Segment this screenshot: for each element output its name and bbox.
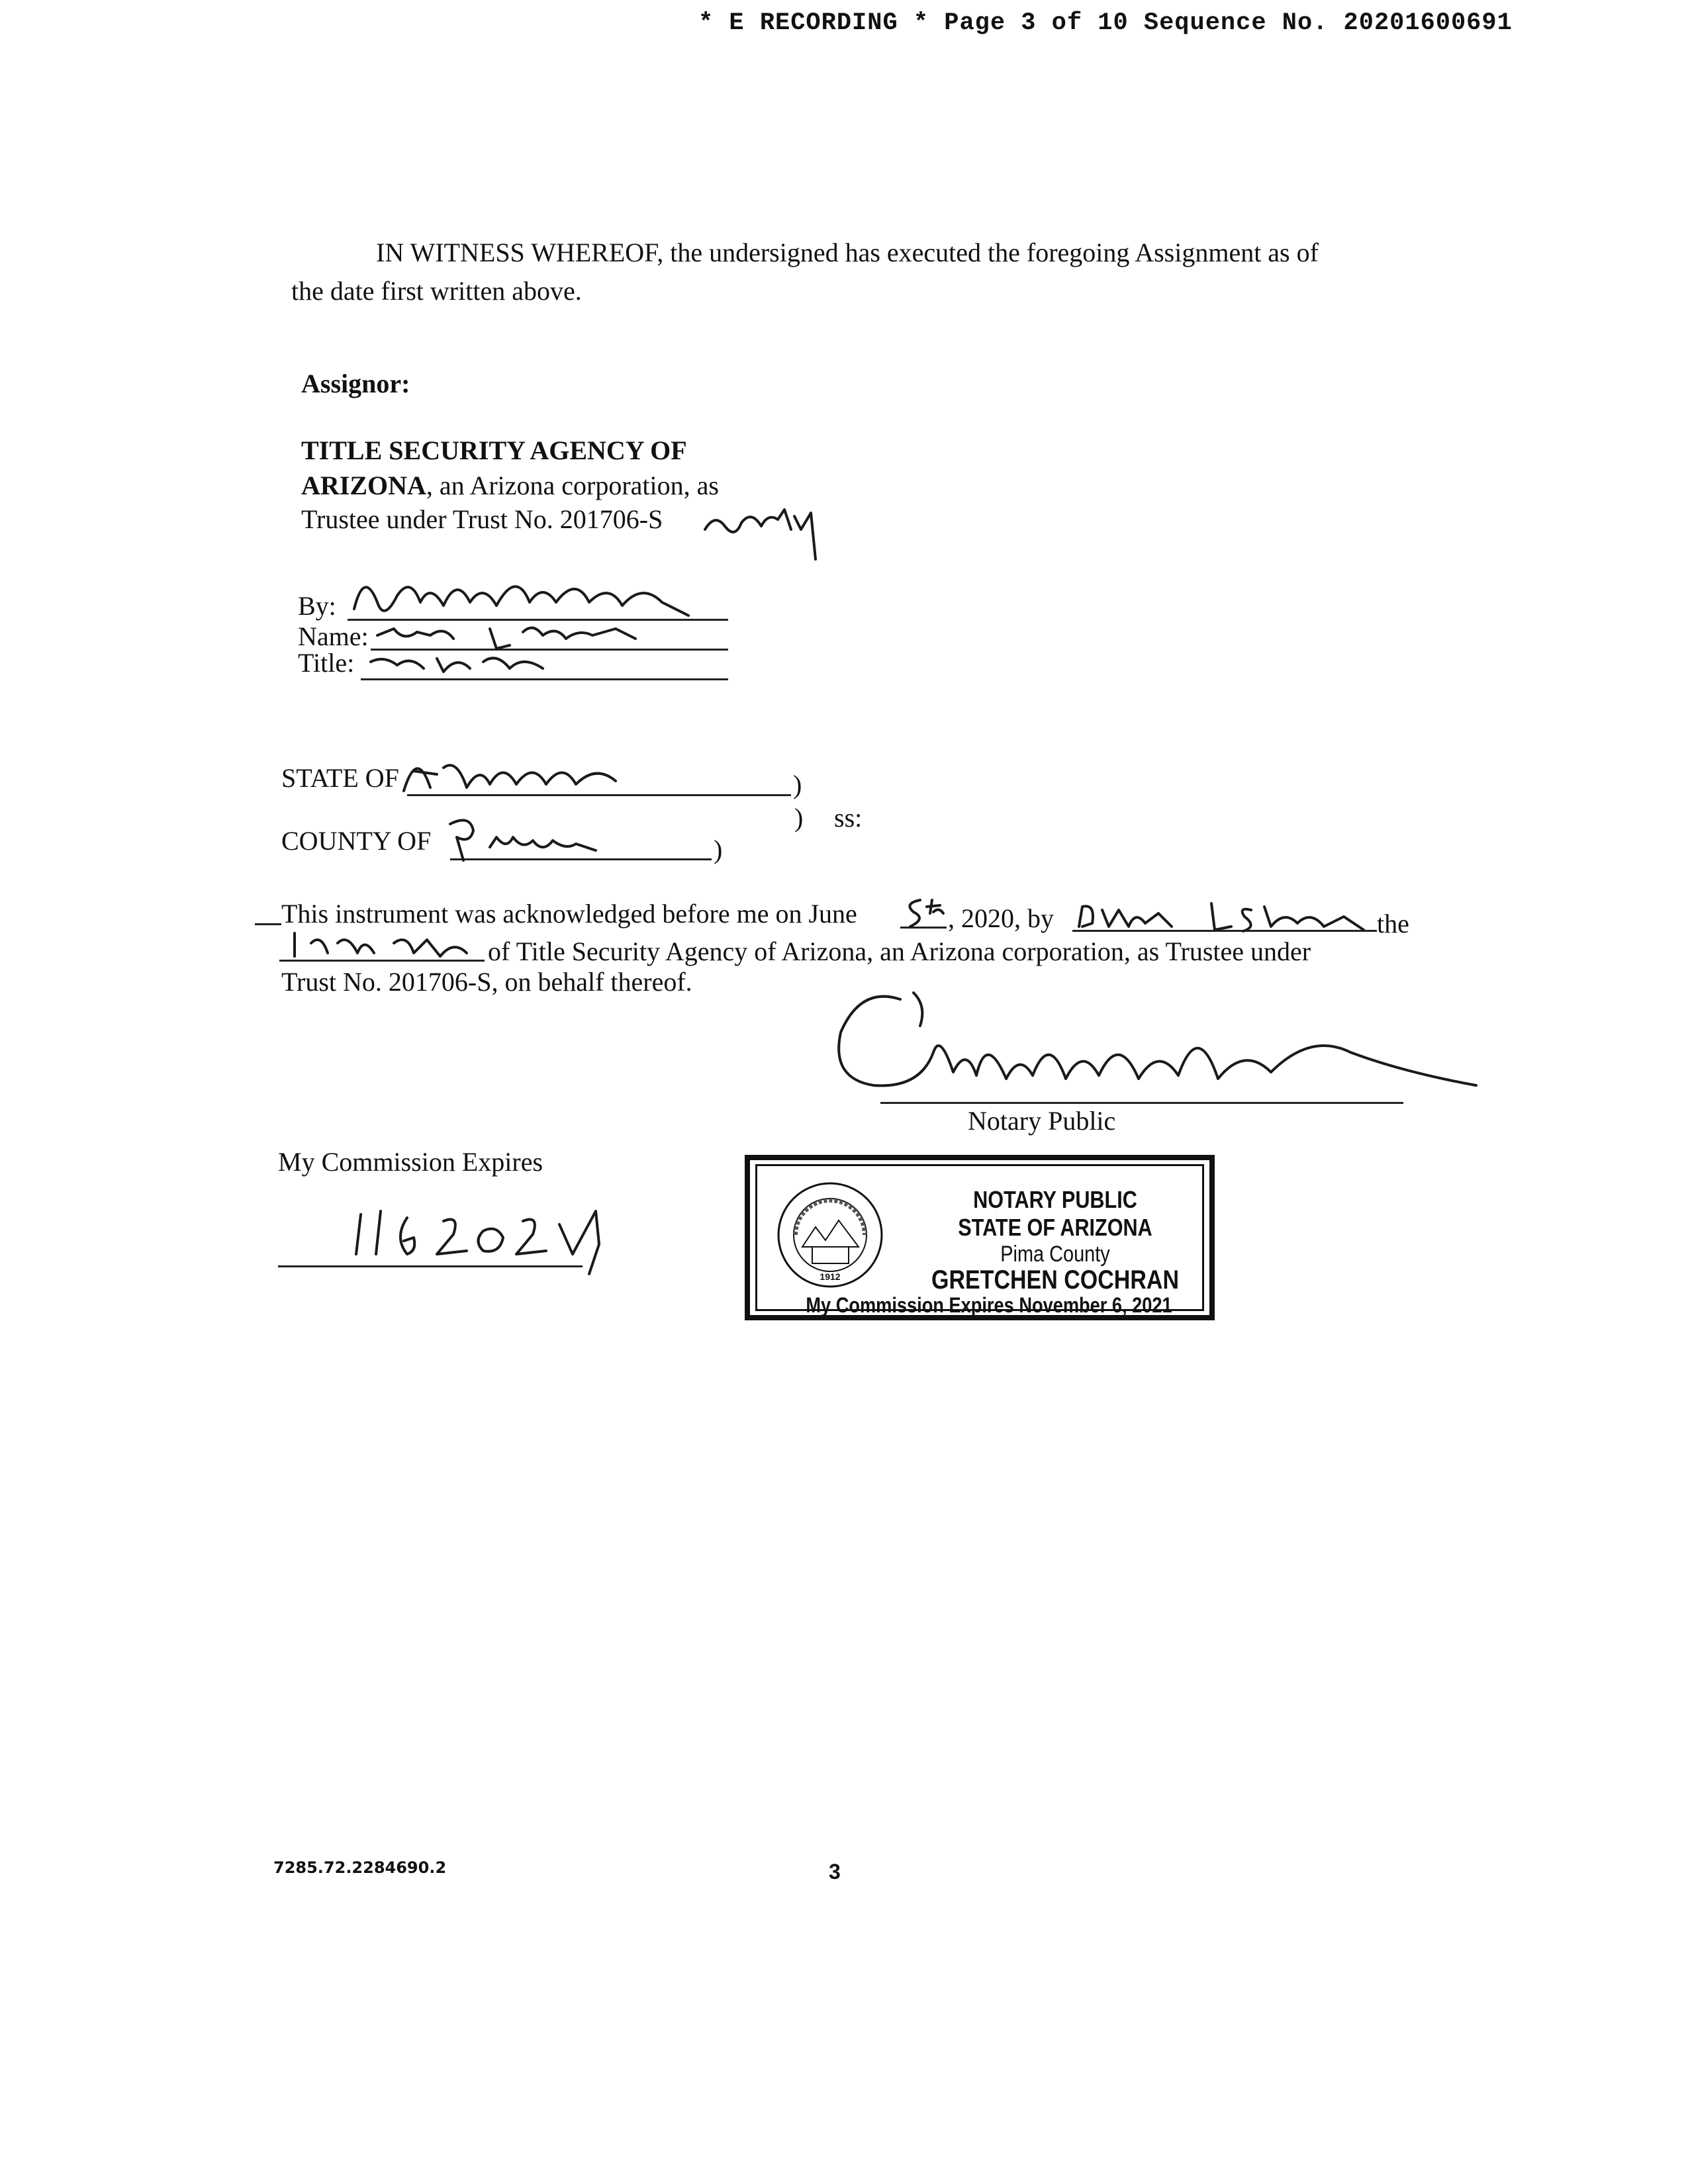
stamp-line-2: STATE OF ARIZONA (958, 1214, 1152, 1241)
assignor-name-rest: , an Arizona corporation, as (426, 471, 719, 500)
ack-line-1c: the (1377, 909, 1409, 938)
ack-left-mark (255, 923, 281, 925)
title-label: Title: (298, 648, 355, 678)
name-label: Name: (298, 621, 369, 651)
ack-day-handwriting (900, 893, 953, 933)
commission-date-line (278, 1265, 583, 1267)
witness-line-1: IN WITNESS WHEREOF, the undersigned has executed the foregoing Assignment as of (376, 238, 1319, 267)
state-handwriting (397, 741, 635, 801)
ack-line-2: of Title Security Agency of Arizona, an Arizona corporation, as Trustee under (488, 936, 1311, 966)
county-bracket: ) (714, 835, 723, 864)
ack-title-handwriting (281, 923, 487, 963)
ss-bracket: ) (794, 803, 804, 833)
ack-line-1b: , 2020, by (948, 903, 1054, 933)
commission-date-handwriting (344, 1191, 635, 1277)
ss-label: ss: (834, 803, 863, 833)
handwritten-only-annotation (702, 500, 821, 566)
state-of-label: STATE OF (281, 763, 399, 793)
stamp-line-3: Pima County (1000, 1242, 1110, 1267)
stamp-line-5: My Commission Expires November 6, 2021 (806, 1293, 1172, 1317)
document-id: 7285.72.2284690.2 (273, 1858, 447, 1877)
state-seal-icon (776, 1181, 885, 1290)
notary-signature (821, 979, 1496, 1112)
assignor-label: Assignor: (301, 369, 410, 398)
recording-header: * E RECORDING * Page 3 of 10 Sequence No. 20201600691 (698, 9, 1513, 37)
assignor-name-bold: ARIZONA (301, 471, 426, 500)
by-label: By: (298, 591, 336, 621)
assignor-name-line-2 (301, 469, 719, 503)
county-handwriting (444, 811, 642, 870)
ack-line-1a: This instrument was acknowledged before me on June (281, 899, 857, 929)
notary-stamp (745, 1155, 1215, 1320)
notary-public-label: Notary Public (968, 1106, 1116, 1136)
ack-line-3: Trust No. 201706-S, on behalf thereof. (281, 967, 692, 997)
notary-stamp-inner-border (755, 1164, 1204, 1317)
notary-signature-line (880, 1102, 1403, 1104)
state-bracket: ) (793, 770, 802, 799)
ack-name-handwriting (1072, 890, 1377, 936)
county-of-label: COUNTY OF (281, 826, 432, 856)
trustee-line: Trustee under Trust No. 201706-S (301, 504, 663, 534)
assignor-signature (344, 556, 715, 688)
witness-line-2: the date first written above. (291, 276, 582, 306)
stamp-line-1: NOTARY PUBLIC (973, 1186, 1137, 1213)
page-number: 3 (829, 1860, 841, 1884)
commission-expires-label: My Commission Expires (278, 1147, 543, 1177)
assignor-name-line-1: TITLE SECURITY AGENCY OF (301, 435, 687, 465)
stamp-line-4: GRETCHEN COCHRAN (931, 1265, 1179, 1295)
seal-year: 1912 (820, 1271, 841, 1282)
